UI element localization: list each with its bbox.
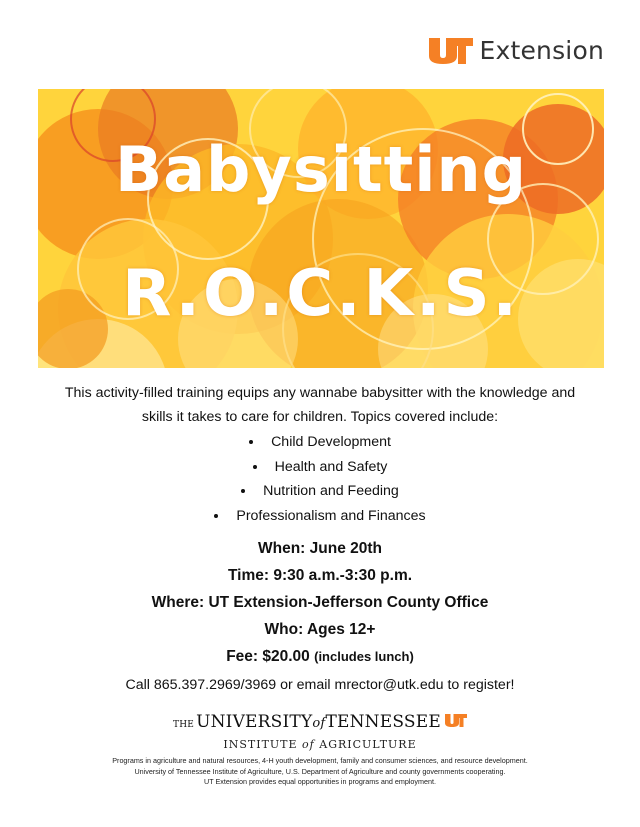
list-item: Nutrition and Feeding	[0, 479, 640, 504]
footer-disclaimer	[0, 756, 640, 788]
bullet-icon	[253, 465, 257, 469]
detail-time: Time: 9:30 a.m.-3:30 p.m.	[227, 567, 413, 584]
intro-paragraph	[30, 381, 610, 429]
registration-cta: Call 865.397.2969/3969 or email mrector@utk.edu to register!	[125, 677, 515, 693]
hero-title-babysitting: Babysitting	[114, 133, 528, 206]
detail-who: Who: Ages 12+	[264, 621, 376, 638]
footer-line-2: University of Tennessee Institute of Agriculture, U.S. Department of Agriculture and county governments cooperating.	[134, 766, 506, 776]
bullet-icon	[241, 489, 245, 493]
fee-note: (includes lunch)	[314, 649, 414, 664]
fee-amount: Fee: $20.00	[226, 648, 310, 665]
university-name: THE UNIVERSITY of TENNESSEE	[173, 712, 467, 732]
intro-line-2: skills it takes to care for children. Topics covered include:	[141, 409, 499, 425]
hero-banner	[38, 89, 604, 368]
detail-when: When: June 20th	[257, 540, 382, 557]
intro-line-1: This activity-filled training equips any wannabe babysitter with the knowledge and	[64, 385, 576, 401]
list-item: Health and Safety	[0, 455, 640, 480]
topics-list	[0, 430, 640, 528]
ut-extension-logo	[429, 36, 604, 65]
institute-name: INSTITUTE of AGRICULTURE	[223, 738, 417, 751]
university-logo	[0, 712, 640, 751]
list-item: Professionalism and Finances	[0, 504, 640, 529]
detail-where: Where: UT Extension-Jefferson County Office	[151, 594, 489, 611]
ut-logo-icon	[429, 38, 473, 64]
bullet-icon	[249, 440, 253, 444]
ut-logo-small-icon	[445, 714, 467, 727]
bullet-icon	[214, 514, 218, 518]
extension-word: Extension	[479, 36, 604, 65]
footer-line-1: Programs in agriculture and natural resources, 4-H youth development, family and consumer sciences, and resource development.	[112, 756, 528, 765]
hero-title-rocks: R.O.C.K.S.	[122, 257, 520, 331]
event-details	[0, 535, 640, 670]
footer-line-3: UT Extension provides equal opportunities in programs and employment.	[204, 777, 436, 786]
list-item: Child Development	[0, 430, 640, 455]
detail-fee	[0, 643, 640, 670]
